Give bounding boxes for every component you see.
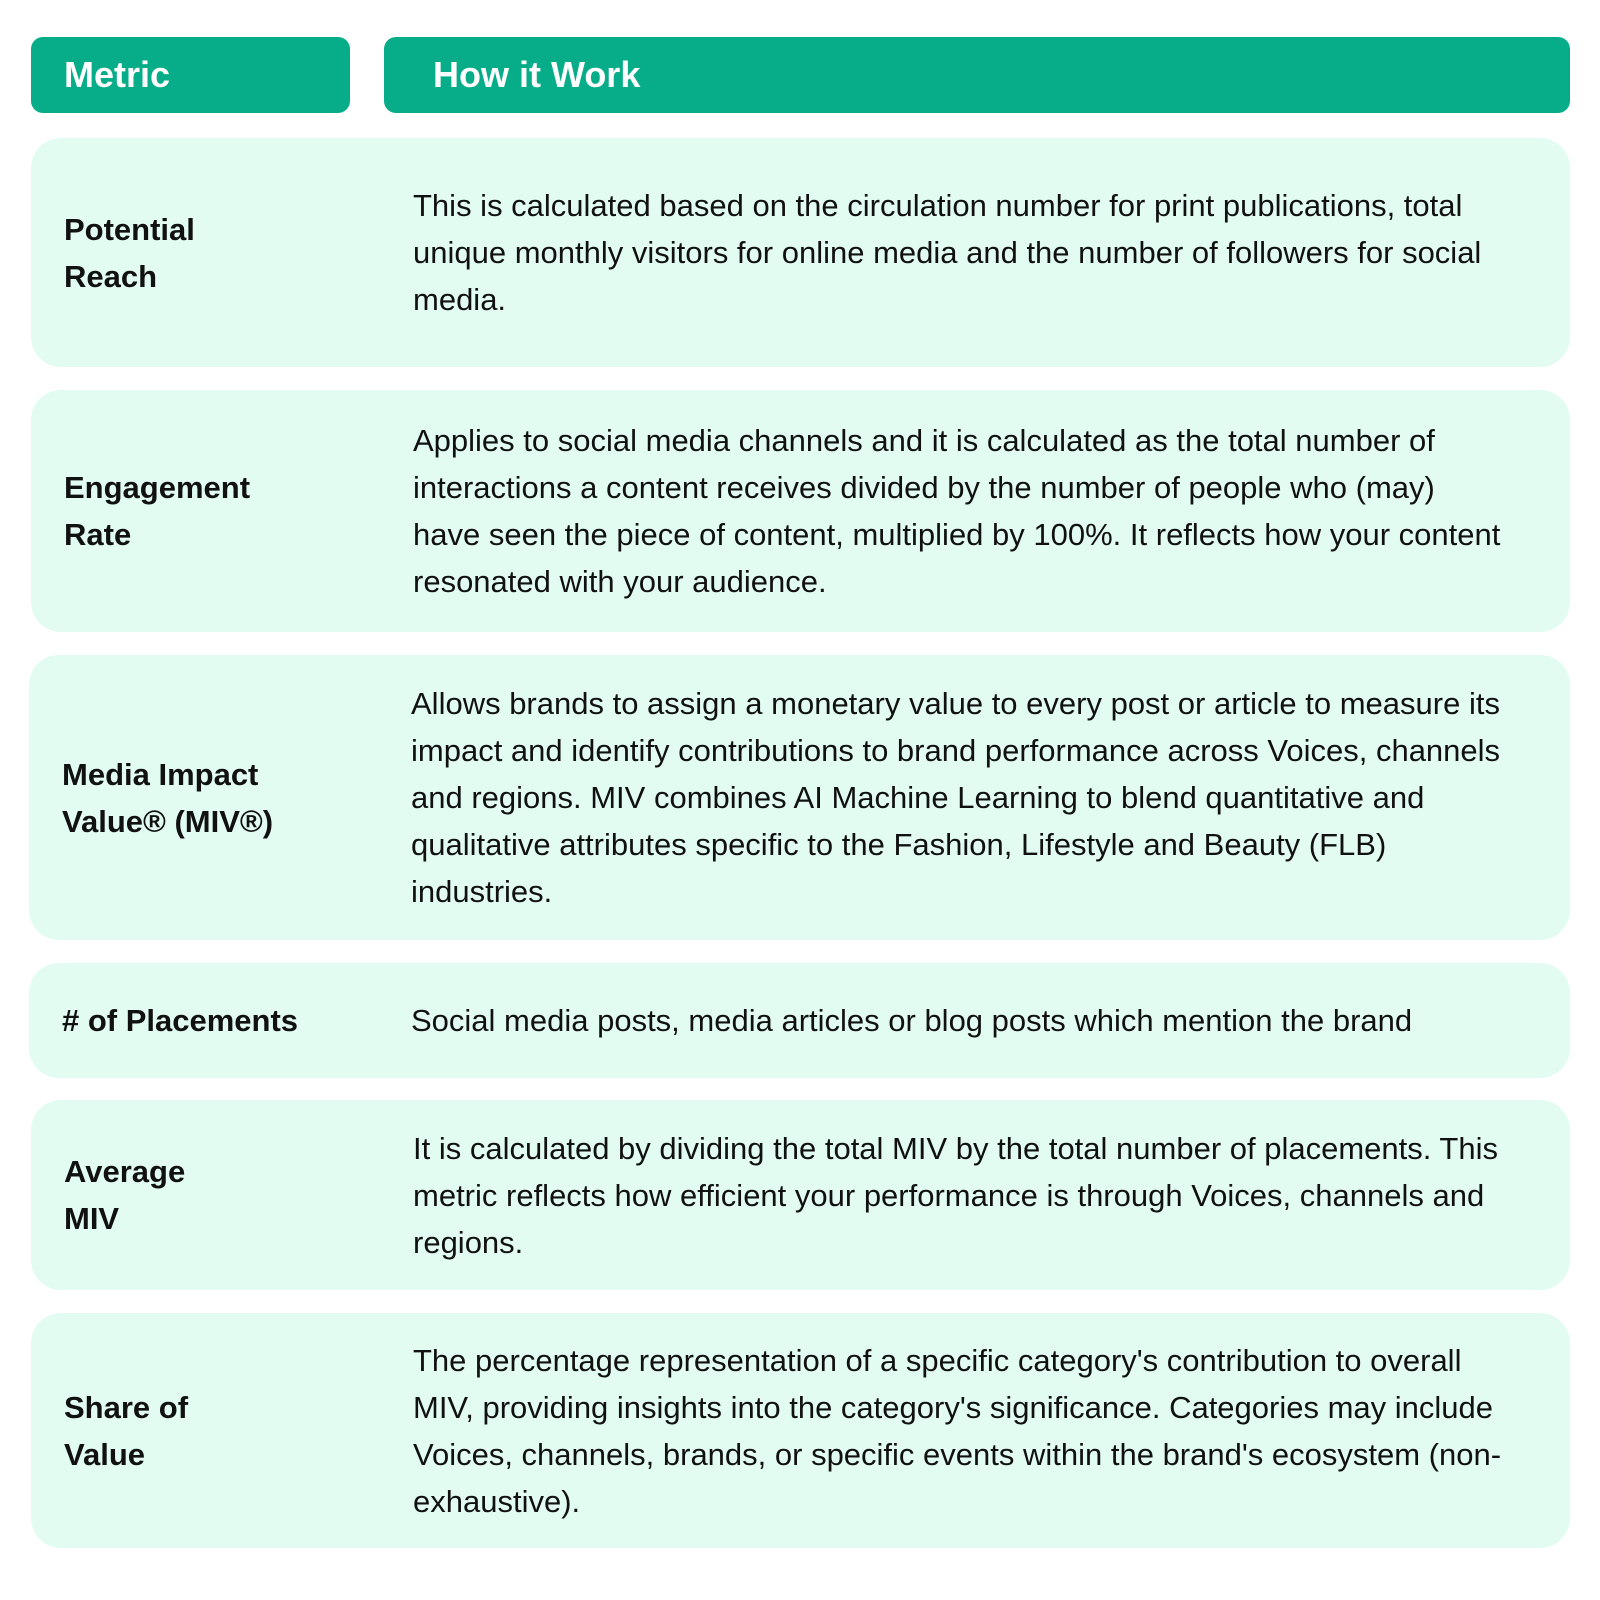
metric-description: It is calculated by dividing the total MIV by the total number of placements. This metric reflects how efficient your performance is through Voices, channels and regions. [413, 1130, 1498, 1260]
table-row [29, 655, 1570, 940]
metric-name: # of Placements [62, 1003, 299, 1038]
metric-name: Media Impact Value® (MIV®) [62, 756, 274, 839]
table-row [31, 138, 1570, 367]
metric-name: Share of Value [64, 1389, 189, 1472]
metric-description: Applies to social media channels and it is calculated as the total number of interactions a content receives divided by the number of people who (may) have seen the piece of content, multiplied by 100%. It reflects how your content resonated with your audience. [413, 423, 1501, 599]
metric-description: This is calculated based on the circulation number for print publications, total unique monthly visitors for online media and the number of followers for social media. [413, 188, 1482, 317]
header-metric: Metric [31, 37, 350, 113]
metric-name: Average MIV [64, 1154, 186, 1236]
metric-name: Engagement Rate [64, 470, 251, 552]
header-how-it-works: How it Work [384, 37, 1570, 113]
table-row [31, 1100, 1570, 1290]
metric-name: Potential Reach [64, 211, 195, 294]
table-row [31, 1313, 1570, 1548]
metric-description: Allows brands to assign a monetary value to every post or article to measure its impact and identify contributions to brand performance across Voices, channels and regions. MIV combines AI Machine Learning to blend quantitative and qualitative attributes specific to the Fashion, Lifestyle and Beauty (FLB) industries. [411, 686, 1501, 909]
metric-description: Social media posts, media articles or blog posts which mention the brand [411, 1003, 1413, 1038]
table-row [29, 963, 1570, 1078]
table-row [31, 390, 1570, 632]
metric-description: The percentage representation of a specific category's contribution to overall MIV, providing insights into the category's significance. Categories may include Voices, channels, brands, or specific events within the brand's ecosystem (non-exhaustive). [413, 1342, 1502, 1519]
